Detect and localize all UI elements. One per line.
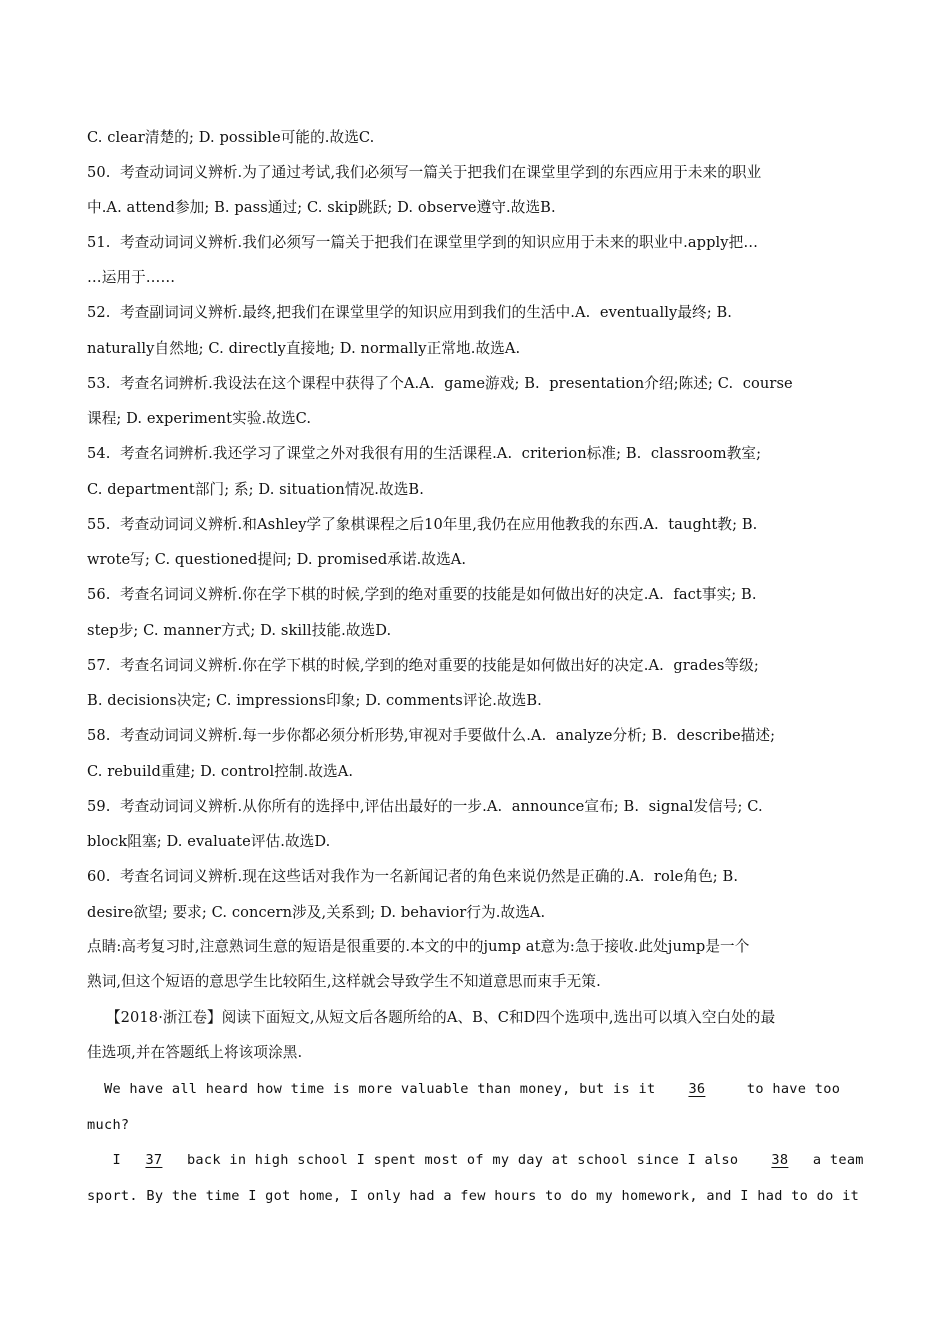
text-line: …运用于…… xyxy=(87,269,176,286)
text-line: 52. 考查副词词义辨析.最终,把我们在课堂里学的知识应用到我们的生活中.A. eventually最终; B. xyxy=(87,304,733,321)
text-line: 中.A. attend参加; B. pass通过; C. skip跳跃; D. observe遵守.故选B. xyxy=(87,199,556,216)
passage-line: We have all heard how time is more valuable than money, but is it 36 to have too xyxy=(87,1081,841,1097)
passage-line: much? xyxy=(87,1117,130,1133)
text-line: 54. 考查名词辨析.我还学习了课堂之外对我很有用的生活课程.A. criterion标准; B. classroom教室; xyxy=(87,445,762,462)
text-line: 60. 考查名词词义辨析.现在这些话对我作为一名新闻记者的角色来说仍然是正确的.A. role角色; B. xyxy=(87,868,739,885)
text-line: 50. 考查动词词义辨析.为了通过考试,我们必须写一篇关于把我们在课堂里学到的东西应用于未来的职业 xyxy=(87,164,762,181)
text-line: C. clear清楚的; D. possible可能的.故选C. xyxy=(87,129,375,146)
text-line: 59. 考查动词词义辨析.从你所有的选择中,评估出最好的一步.A. announce宣布; B. signal发信号; C. xyxy=(87,798,763,815)
text-line: naturally自然地; C. directly直接地; D. normally正常地.故选A. xyxy=(87,340,521,357)
text-line: 55. 考查动词词义辨析.和Ashley学了象棋课程之后10年里,我仍在应用他教我的东西.A. taught教; B. xyxy=(87,516,758,533)
section-heading: 【2018·浙江卷】阅读下面短文,从短文后各题所给的A、B、C和D四个选项中,选出可以填入空白处的最 xyxy=(87,1009,776,1026)
text-line: 56. 考查名词词义辨析.你在学下棋的时候,学到的绝对重要的技能是如何做出好的决定.A. fact事实; B. xyxy=(87,586,757,603)
text-line: C. rebuild重建; D. control控制.故选A. xyxy=(87,763,354,780)
text-line: 佳选项,并在答题纸上将该项涂黑. xyxy=(87,1044,303,1061)
passage-line: sport. By the time I got home, I only had a few hours to do my homework, and I had to do it xyxy=(87,1188,860,1204)
text-line: step步; C. manner方式; D. skill技能.故选D. xyxy=(87,622,392,639)
blank-38: 38 xyxy=(771,1152,789,1168)
text-line: 57. 考查名词词义辨析.你在学下棋的时候,学到的绝对重要的技能是如何做出好的决定.A. grades等级; xyxy=(87,657,759,674)
text-line: desire欲望; 要求; C. concern涉及,关系到; D. behavior行为.故选A. xyxy=(87,904,546,921)
text-line: B. decisions决定; C. impressions印象; D. comments评论.故选B. xyxy=(87,692,542,709)
text-line: block阻塞; D. evaluate评估.故选D. xyxy=(87,833,331,850)
blank-36: 36 xyxy=(688,1081,706,1097)
text-line: C. department部门; 系; D. situation情况.故选B. xyxy=(87,481,424,498)
blank-37: 37 xyxy=(145,1152,163,1168)
text-line: 58. 考查动词词义辨析.每一步你都必须分析形势,审视对手要做什么.A. analyze分析; B. describe描述; xyxy=(87,727,776,744)
text-line: 51. 考查动词词义辨析.我们必须写一篇关于把我们在课堂里学到的知识应用于未来的职业中.apply把… xyxy=(87,234,759,251)
text-line: 53. 考查名词辨析.我设法在这个课程中获得了个A.A. game游戏; B. presentation介绍;陈述; C. course xyxy=(87,375,793,392)
text-line: 点睛:高考复习时,注意熟词生意的短语是很重要的.本文的中的jump at意为:急于接收.此处jump是一个 xyxy=(87,938,750,955)
text-line: 课程; D. experiment实验.故选C. xyxy=(87,410,312,427)
text-line: 熟词,但这个短语的意思学生比较陌生,这样就会导致学生不知道意思而束手无策. xyxy=(87,973,601,990)
passage-line: I 37 back in high school I spent most of my day at school since I also 38 a team xyxy=(87,1152,864,1168)
text-line: wrote写; C. questioned提问; D. promised承诺.故选A. xyxy=(87,551,467,568)
